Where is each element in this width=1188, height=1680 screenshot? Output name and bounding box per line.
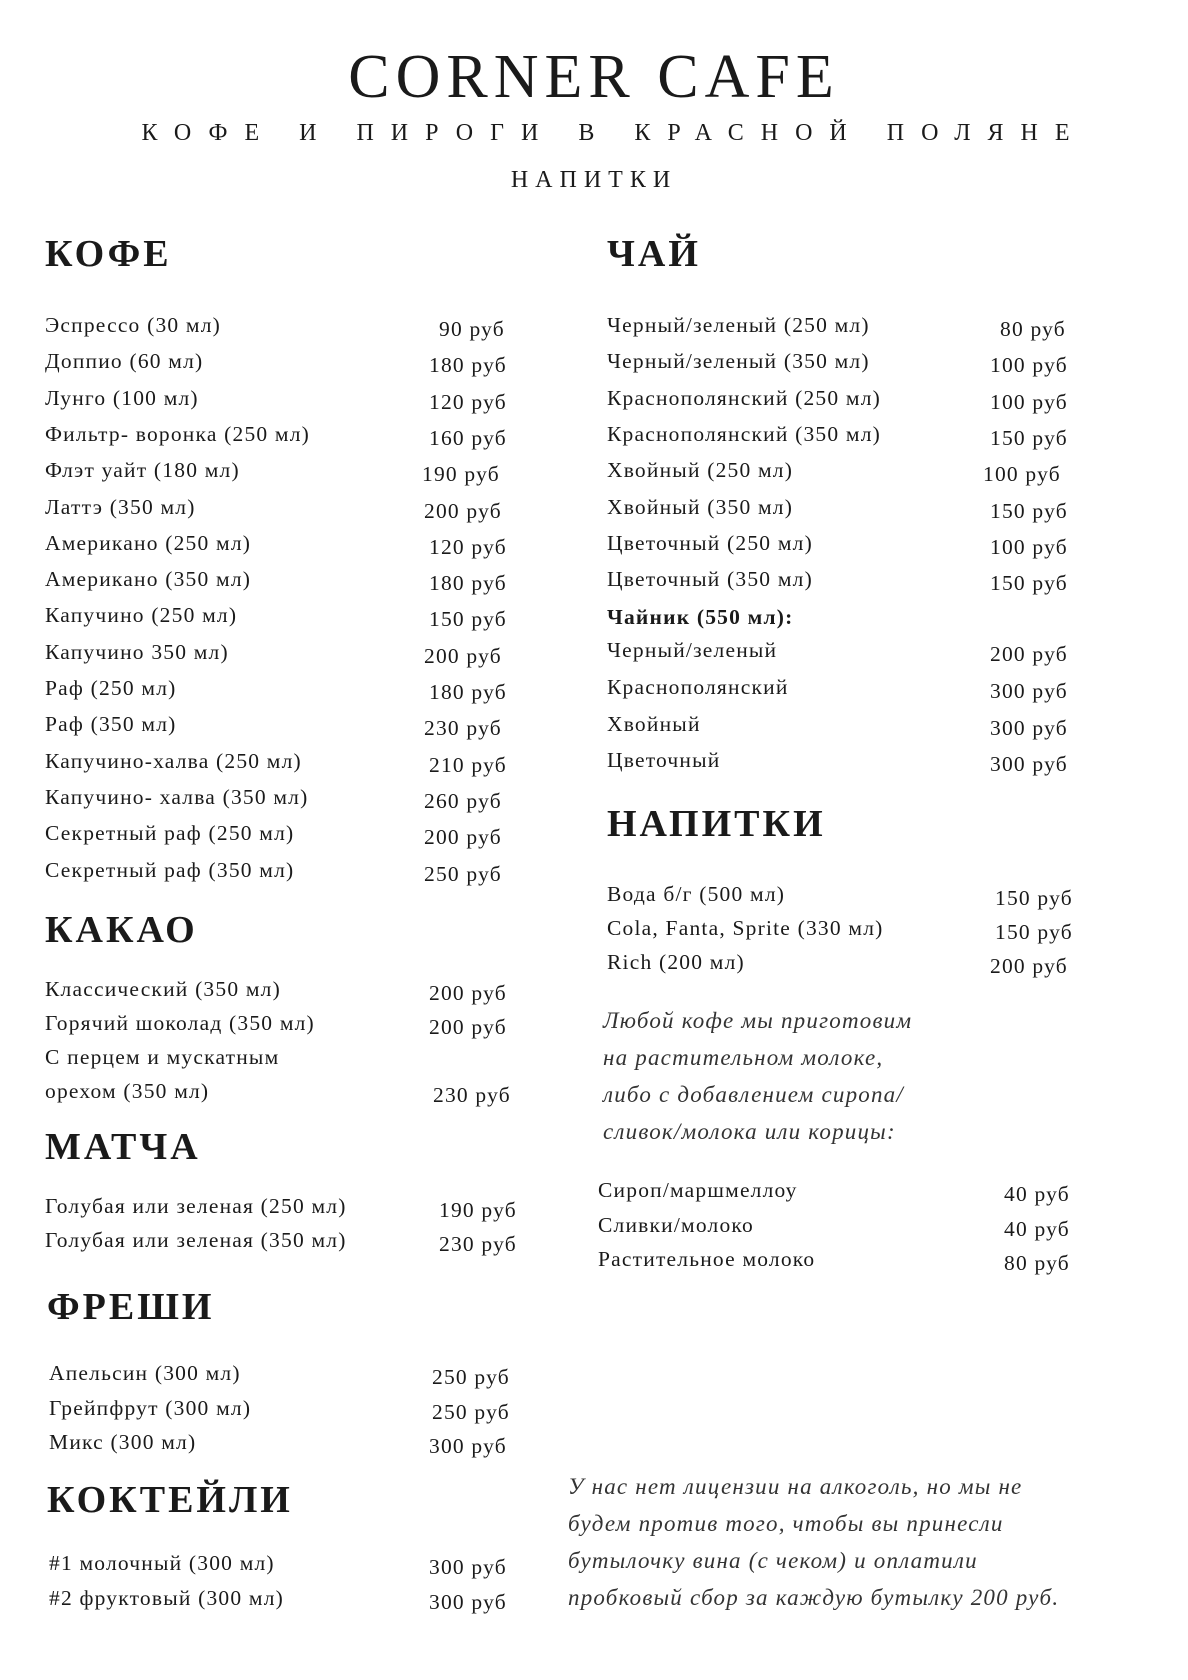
menu-item-name: Фильтр- воронка (250 мл)	[45, 422, 311, 446]
menu-item-name: Cola, Fanta, Sprite (330 мл)	[607, 916, 884, 940]
menu-item-price: 190 руб	[439, 1198, 517, 1222]
menu-item-price: 80 руб	[1000, 317, 1066, 341]
menu-item-price: 150 руб	[990, 426, 1068, 450]
alcohol-note	[568, 1468, 1059, 1616]
menu-item-price: 300 руб	[990, 679, 1068, 703]
menu-item-name: Раф (250 мл)	[45, 676, 177, 700]
teapot-label: Чайник (550 мл):	[607, 605, 794, 629]
menu-item-name: Черный/зеленый (250 мл)	[607, 313, 870, 337]
menu-item-name: С перцем и мускатным	[45, 1045, 280, 1069]
menu-item-price: 200 руб	[990, 954, 1068, 978]
menu-item-name: Хвойный (350 мл)	[607, 495, 794, 519]
menu-item-name: Грейпфрут (300 мл)	[49, 1396, 252, 1420]
menu-item-name: Флэт уайт (180 мл)	[45, 458, 240, 482]
menu-item-name: Капучино-халва (250 мл)	[45, 749, 302, 773]
alcohol-note-line: будем против того, чтобы вы принесли	[568, 1511, 1004, 1536]
addons-note-line: на растительном молоке,	[603, 1045, 884, 1070]
section-title-fresh: ФРЕШИ	[47, 1286, 215, 1328]
menu-item-price: 200 руб	[990, 642, 1068, 666]
menu-item-name: Секретный раф (250 мл)	[45, 821, 295, 845]
section-title-coffee: КОФЕ	[45, 233, 172, 275]
menu-item-price: 120 руб	[429, 390, 507, 414]
menu-item-name: Вода б/г (500 мл)	[607, 882, 786, 906]
menu-item-name: Цветочный	[607, 748, 721, 772]
menu-item-name: Американо (250 мл)	[45, 531, 252, 555]
menu-item-price: 90 руб	[439, 317, 505, 341]
menu-item-price: 190 руб	[422, 462, 500, 486]
menu-item-price: 230 руб	[439, 1232, 517, 1256]
addons-note-line: Любой кофе мы приготовим	[603, 1008, 913, 1033]
addons-note-line: сливок/молока или корицы:	[603, 1119, 896, 1144]
section-title-drinks: НАПИТКИ	[607, 803, 826, 845]
menu-item-price: 160 руб	[429, 426, 507, 450]
menu-item-price: 40 руб	[1004, 1217, 1070, 1241]
menu-item-name: Черный/зеленый	[607, 638, 778, 662]
menu-item-price: 300 руб	[429, 1590, 507, 1614]
menu-item-price: 100 руб	[990, 390, 1068, 414]
menu-item-name: Доппио (60 мл)	[45, 349, 204, 373]
menu-item-price: 200 руб	[424, 499, 502, 523]
menu-item-price: 300 руб	[429, 1555, 507, 1579]
menu-item-name: Горячий шоколад (350 мл)	[45, 1011, 315, 1035]
menu-item-price: 80 руб	[1004, 1251, 1070, 1275]
menu-item-name: Раф (350 мл)	[45, 712, 177, 736]
menu-item-price: 250 руб	[432, 1365, 510, 1389]
menu-item-name: Хвойный	[607, 712, 701, 736]
menu-item-price: 200 руб	[429, 981, 507, 1005]
menu-item-name: Американо (350 мл)	[45, 567, 252, 591]
menu-item-price: 150 руб	[429, 607, 507, 631]
menu-item-price: 100 руб	[983, 462, 1061, 486]
menu-item-price: 300 руб	[990, 752, 1068, 776]
menu-item-name: Цветочный (350 мл)	[607, 567, 813, 591]
alcohol-note-line: У нас нет лицензии на алкоголь, но мы не	[568, 1474, 1023, 1499]
menu-item-price: 120 руб	[429, 535, 507, 559]
menu-item-name: Краснополянский	[607, 675, 789, 699]
menu-item-price: 210 руб	[429, 753, 507, 777]
menu-item-name: Лунго (100 мл)	[45, 386, 199, 410]
menu-item-price: 100 руб	[990, 353, 1068, 377]
section-title-cocktails: КОКТЕЙЛИ	[47, 1479, 293, 1521]
menu-item-price: 260 руб	[424, 789, 502, 813]
menu-item-price: 300 руб	[429, 1434, 507, 1458]
menu-item-name: Голубая или зеленая (350 мл)	[45, 1228, 347, 1252]
page-heading: НАПИТКИ	[510, 167, 678, 193]
menu-item-name: Краснополянский (350 мл)	[607, 422, 881, 446]
menu-item-price: 200 руб	[429, 1015, 507, 1039]
menu-item-name: Апельсин (300 мл)	[49, 1361, 241, 1385]
menu-item-price: 100 руб	[990, 535, 1068, 559]
menu-item-price: 180 руб	[429, 571, 507, 595]
menu-item-name: Краснополянский (250 мл)	[607, 386, 881, 410]
menu-item-name: Rich (200 мл)	[607, 950, 745, 974]
section-title-matcha: МАТЧА	[45, 1126, 201, 1168]
menu-item-price: 230 руб	[424, 716, 502, 740]
menu-item-name: Классический (350 мл)	[45, 977, 281, 1001]
section-title-cocoa: КАКАО	[45, 909, 198, 951]
menu-item-name: Сироп/маршмеллоу	[598, 1178, 798, 1202]
menu-item-name: Растительное молоко	[598, 1247, 816, 1271]
menu-item-price: 200 руб	[424, 825, 502, 849]
menu-item-price: 150 руб	[995, 886, 1073, 910]
menu-item-price: 200 руб	[424, 644, 502, 668]
menu-item-price: 150 руб	[995, 920, 1073, 944]
menu-item-name: Латтэ (350 мл)	[45, 495, 196, 519]
menu-item-name: Хвойный (250 мл)	[607, 458, 794, 482]
menu-item-name: Черный/зеленый (350 мл)	[607, 349, 870, 373]
cafe-subtitle: КОФЕ И ПИРОГИ В КРАСНОЙ ПОЛЯНЕ	[141, 120, 1087, 146]
menu-item-name: #2 фруктовый (300 мл)	[49, 1586, 285, 1610]
menu-item-price: 250 руб	[424, 862, 502, 886]
menu-item-price: 180 руб	[429, 680, 507, 704]
menu-item-price: 150 руб	[990, 571, 1068, 595]
cafe-title: CORNER CAFE	[348, 43, 840, 111]
addons-note-line: либо с добавлением сиропа/	[603, 1082, 904, 1107]
addons-note	[603, 1002, 912, 1150]
menu-item-price: 300 руб	[990, 716, 1068, 740]
alcohol-note-line: бутылочку вина (с чеком) и оплатили	[568, 1548, 978, 1573]
menu-item-name: Эспрессо (30 мл)	[45, 313, 222, 337]
menu-item-name: Капучино- халва (350 мл)	[45, 785, 309, 809]
menu-item-price: 250 руб	[432, 1400, 510, 1424]
menu-item-name: Секретный раф (350 мл)	[45, 858, 295, 882]
menu-item-price: 180 руб	[429, 353, 507, 377]
menu-item-name: Микс (300 мл)	[49, 1430, 197, 1454]
menu-item-name: Сливки/молоко	[598, 1213, 754, 1237]
menu-item-name: Голубая или зеленая (250 мл)	[45, 1194, 347, 1218]
menu-item-name: Цветочный (250 мл)	[607, 531, 813, 555]
section-title-tea: ЧАЙ	[607, 233, 701, 275]
menu-item-price: 150 руб	[990, 499, 1068, 523]
menu-item-name: #1 молочный (300 мл)	[49, 1551, 275, 1575]
alcohol-note-line: пробковый сбор за каждую бутылку 200 руб.	[568, 1585, 1060, 1610]
menu-item-name: Капучино 350 мл)	[45, 640, 229, 664]
menu-item-price: 230 руб	[433, 1083, 511, 1107]
menu-item-name: Капучино (250 мл)	[45, 603, 238, 627]
menu-item-price: 40 руб	[1004, 1182, 1070, 1206]
menu-item-name: орехом (350 мл)	[45, 1079, 210, 1103]
